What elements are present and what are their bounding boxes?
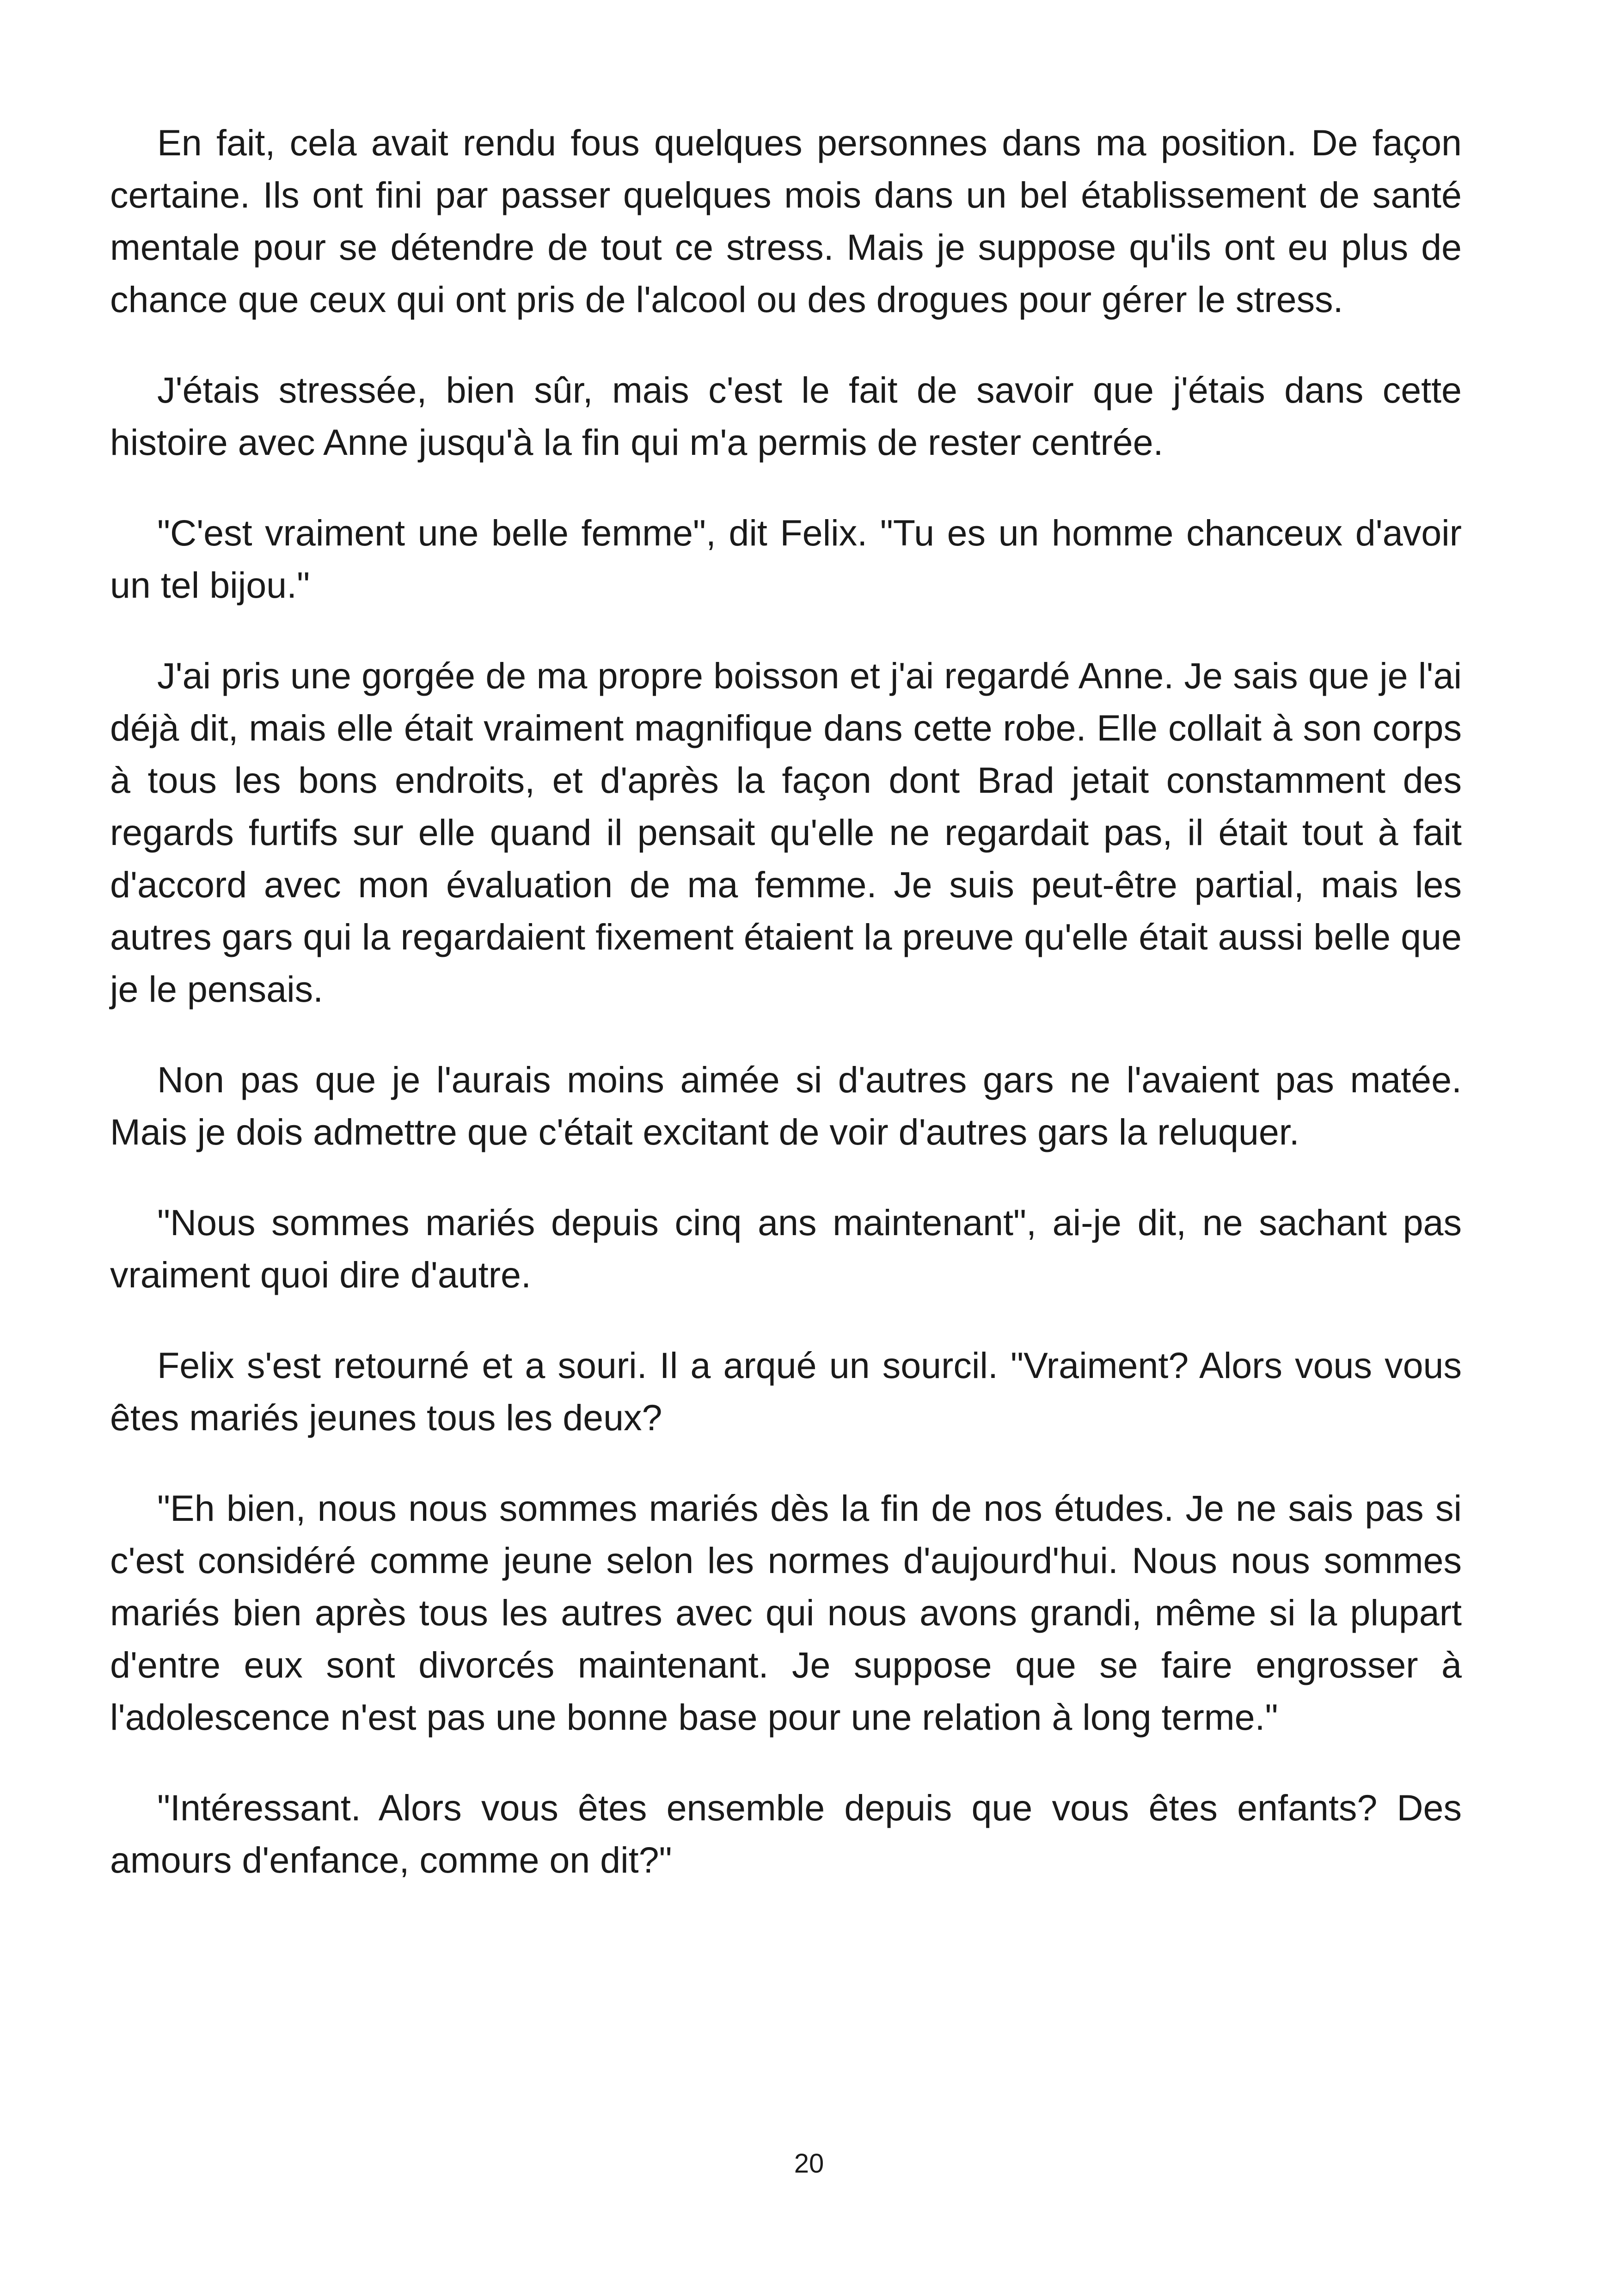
paragraph: J'ai pris une gorgée de ma propre boisson et j'ai regardé Anne. Je sais que je l'ai déjà dit, mais elle était vraiment magnifique dans cette robe. Elle collait à son corps à tous les bons endroits, et d'après la façon dont Brad jetait constamment des regards furtifs sur elle quand il pensait qu'elle ne regardait pas, il était tout à fait d'accord avec mon évaluation de ma femme. Je suis peut-être partial, mais les autres gars qui la regardaient fixement étaient la preuve qu'elle était aussi belle que je le pensais.: [110, 655, 1462, 1010]
paragraph: Felix s'est retourné et a souri. Il a arqué un sourcil. "Vraiment? Alors vous vous êtes mariés jeunes tous les deux?: [110, 1345, 1462, 1438]
page-number: 20: [794, 2149, 824, 2179]
page-body: [110, 116, 1462, 1924]
paragraph: "Nous sommes mariés depuis cinq ans maintenant", ai-je dit, ne sachant pas vraiment quoi dire d'autre.: [110, 1202, 1462, 1295]
paragraph: Non pas que je l'aurais moins aimée si d'autres gars ne l'avaient pas matée. Mais je dois admettre que c'était excitant de voir d'autres gars la reluquer.: [110, 1059, 1462, 1152]
paragraph: En fait, cela avait rendu fous quelques personnes dans ma position. De façon certaine. Ils ont fini par passer quelques mois dans un bel établissement de santé mentale pour se détendre de tout ce stress. Mais je suppose qu'ils ont eu plus de chance que ceux qui ont pris de l'alcool ou des drogues pour gérer le stress.: [110, 122, 1462, 320]
paragraph: "Eh bien, nous nous sommes mariés dès la fin de nos études. Je ne sais pas si c'est considéré comme jeune selon les normes d'aujourd'hui. Nous nous sommes mariés bien après tous les autres avec qui nous avons grandi, même si la plupart d'entre eux sont divorcés maintenant. Je suppose que se faire engrosser à l'adolescence n'est pas une bonne base pour une relation à long terme.": [110, 1488, 1462, 1738]
paragraph: J'étais stressée, bien sûr, mais c'est le fait de savoir que j'étais dans cette histoire avec Anne jusqu'à la fin qui m'a permis de rester centrée.: [110, 369, 1462, 463]
paragraph: "Intéressant. Alors vous êtes ensemble depuis que vous êtes enfants? Des amours d'enfance, comme on dit?": [110, 1787, 1462, 1880]
paragraph: "C'est vraiment une belle femme", dit Felix. "Tu es un homme chanceux d'avoir un tel bijou.": [110, 512, 1462, 606]
